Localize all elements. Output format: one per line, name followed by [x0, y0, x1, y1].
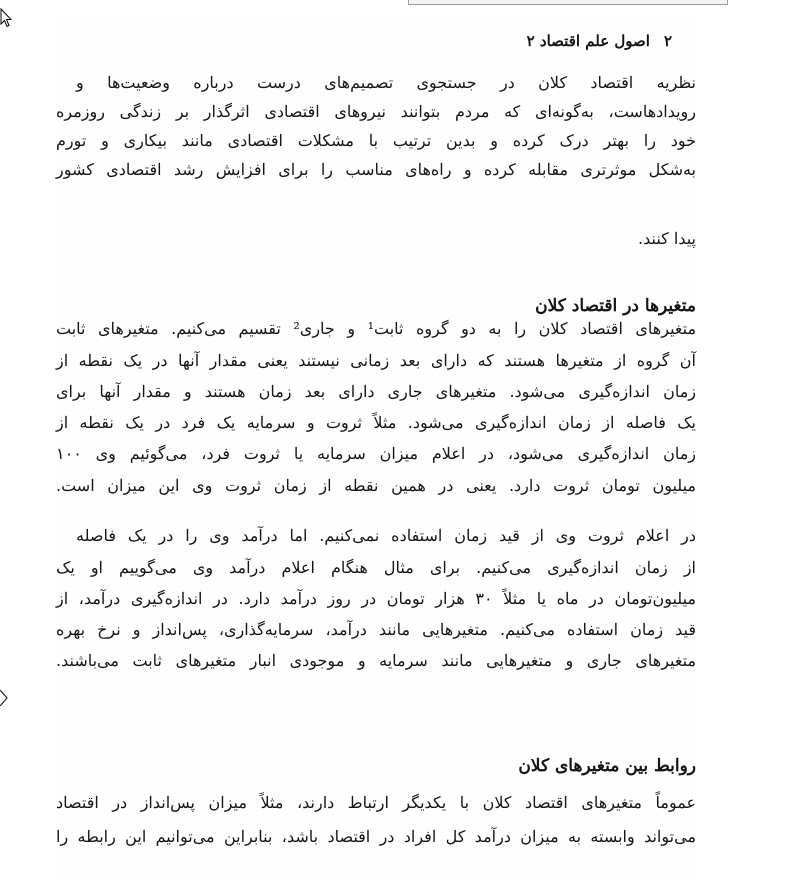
text-line: نظریه اقتصاد کلان در جستجوی تصمیم‌های درست درباره وضعیت‌ها و [76, 73, 696, 92]
section-heading: روابط بین متغیرهای کلان [518, 756, 696, 776]
text-line: به‌شکل موثرتری مقابله کرده و راه‌های مناسب را برای افزایش رشد اقتصادی کشور [56, 160, 696, 179]
text-line: میلیون تومان ثروت دارد. یعنی در همین نقطه از زمان ثروت وی این میزان است. [56, 476, 696, 495]
text-line: عموماً متغیرهای اقتصاد کلان با یکدیگر ارتباط دارند، مثلاً میزان پس‌انداز در اقتصاد [56, 793, 696, 812]
text-line: آن گروه از متغیرها هستند که دارای بعد زمانی نیستند یعنی مقدار آنها در یک نقطه از [56, 351, 696, 370]
text-line: خود را بهتر درک کرده و بدین ترتیب با مشکلات اقتصادی مانند بیکاری و تورم [56, 131, 696, 150]
text-line: در اعلام ثروت وی از قید زمان استفاده نمی‌کنیم. اما درآمد وی را در یک فاصله [76, 526, 696, 545]
text-line: متغیرهای اقتصاد کلان را به دو گروه ثابت¹ و جاری² تقسیم می‌کنیم. متغیرهای ثابت [56, 319, 697, 338]
text-line: میلیون‌تومان در ماه یا مثلاً ۳۰ هزار تومان در روز درآمد دارد. در اندازه‌گیری درآمد، از [56, 589, 696, 608]
running-title: اصول علم اقتصاد ۲ [526, 32, 650, 50]
text-line: متغیرهای جاری و متغیرهایی مانند سرمایه و موجودی انبار متغیرهای ثابت می‌باشند. [56, 651, 696, 670]
text-line: می‌تواند وابسته به میزان درآمد کل افراد در اقتصاد باشد، بنابراین می‌توانیم این رابطه را [56, 827, 696, 846]
text-line: رویدادهاست، به‌گونه‌ای که مردم بتوانند نیروهای اقتصادی اثرگذار بر زندگی روزمره [56, 102, 696, 121]
page-header [64, 28, 672, 54]
page-number: ۲ [663, 32, 672, 50]
mouse-cursor-icon [0, 8, 12, 28]
text-line: پیدا کنند. [638, 229, 696, 248]
book-page [56, 20, 696, 880]
text-line: قید زمان استفاده می‌کنیم. متغیرهایی مانند درآمد، سرمایه‌گذاری، پس‌انداز و نرخ بهره [56, 620, 696, 639]
text-line: یک فاصله از زمان اندازه‌گیری می‌شود. مثلاً ثروت و سرمایه یک فرد در یک نقطه از [56, 413, 696, 432]
text-line: زمان اندازه‌گیری می‌شود، در اعلام میزان سرمایه یا ثروت فرد، می‌گوئیم وی ۱۰۰ [56, 444, 696, 463]
viewer-top-box [408, 0, 728, 5]
text-line: از زمان اندازه‌گیری می‌کنیم. برای مثال هنگام اعلام درآمد وی می‌گوییم او یک [56, 558, 696, 577]
edge-mark-icon [0, 690, 8, 706]
text-line: زمان اندازه‌گیری می‌شود. متغیرهای جاری دارای بعد زمان هستند و مقدار آنها برای [56, 382, 696, 401]
section-heading: متغیرها در اقتصاد کلان [535, 296, 696, 316]
